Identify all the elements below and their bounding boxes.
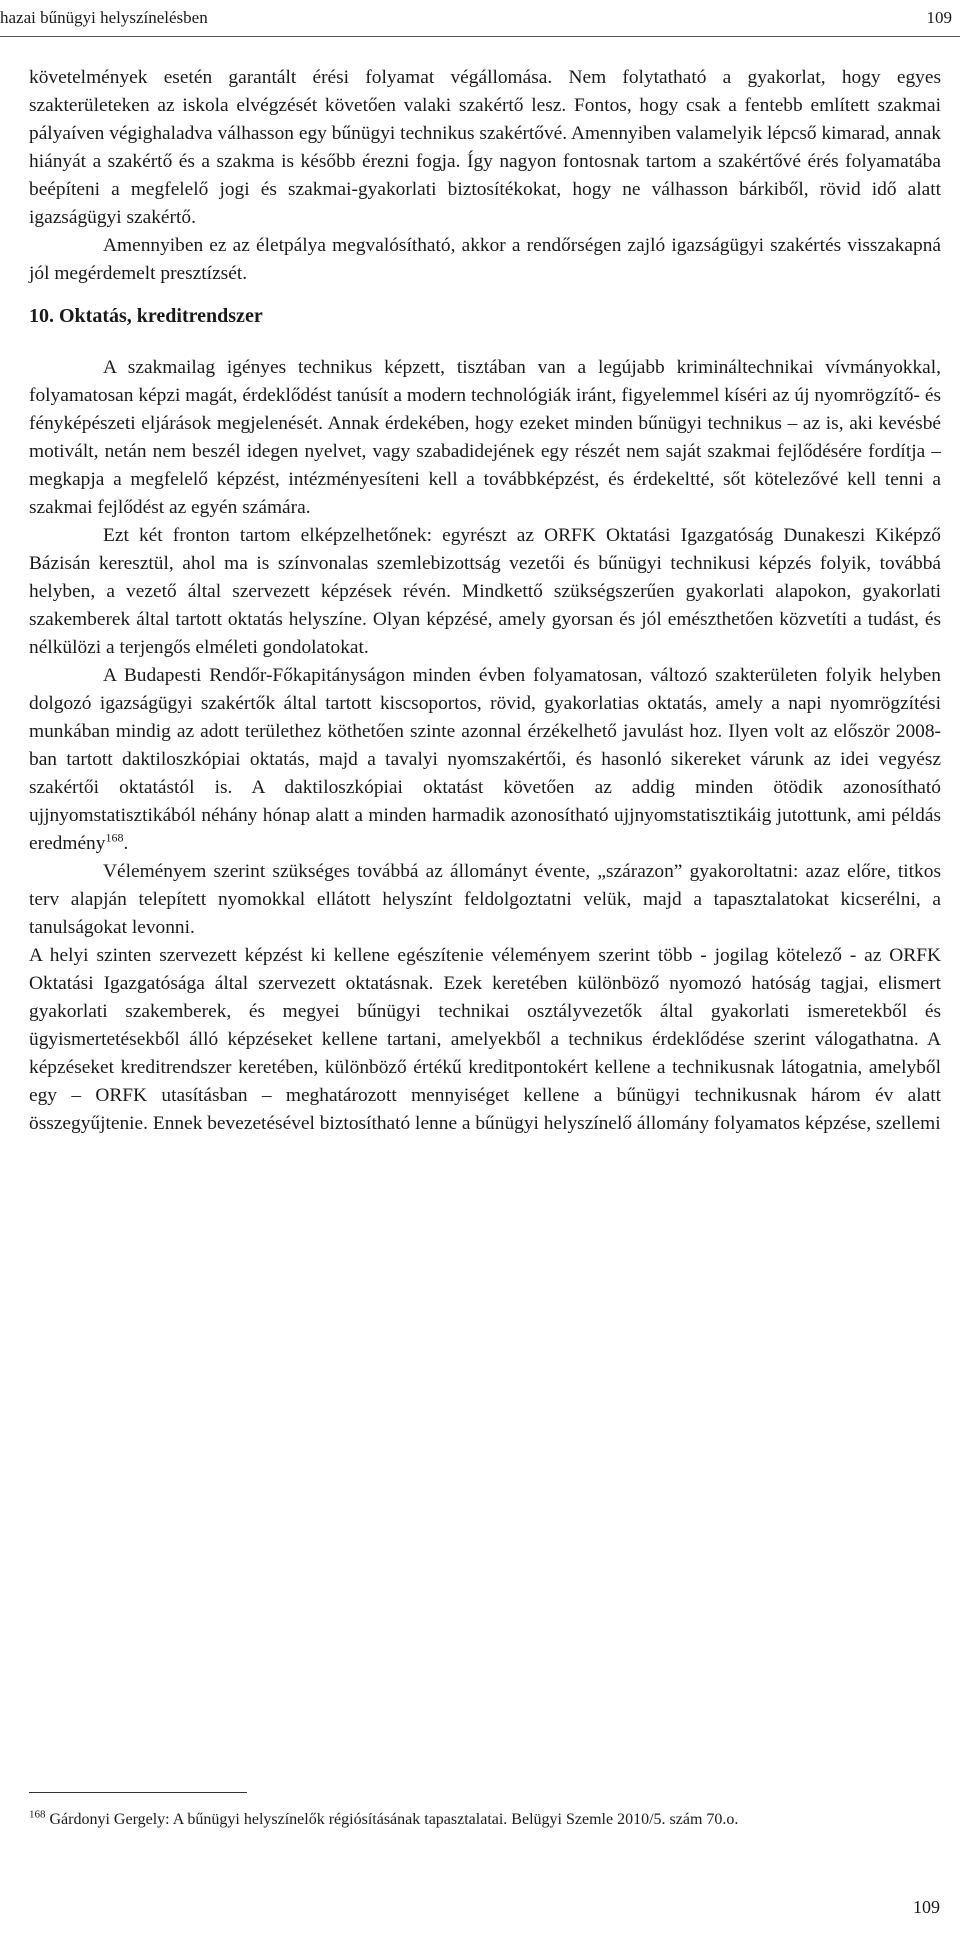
running-header: [0, 0, 960, 37]
running-header-title: hazai bűnügyi helyszínelésben: [0, 8, 208, 27]
paragraph-text: A Budapesti Rendőr-Főkapitányságon minden évben folyamatosan, változó szakterületen folyik helyben dolgozó igazságügyi szakértők által tartott kiscsoportos, rövid, gyakorlatias oktatás, amely a napi nyomrögzítési munkában mindig az adott területhez köthetően szinte azonnal érzékelhető javulást hoz. Ilyen volt az először 2008-ban tartott daktiloszkópiai oktatás, majd a tavalyi nyomszakértői, és hasonló sikereket várunk az idei vegyész szakértői oktatástól is. A daktiloszkópiai oktatást követően az addig minden ötödik azonosítható ujjnyomstatisztikából néhány hónap alatt a minden harmadik azonosítható ujjnyomstatisztikáig jutottunk, ami példás eredmény: [29, 665, 941, 854]
paragraph: Amennyiben ez az életpálya megvalósítható, akkor a rendőrségen zajló igazságügyi szakértés visszakapná jól megérdemelt presztízsét.: [29, 235, 941, 284]
paragraph: [29, 662, 941, 858]
footnote-number: 168: [29, 1808, 46, 1821]
footnote: [29, 1810, 941, 1830]
footnote-text: Gárdonyi Gergely: A bűnügyi helyszínelők régiósításának tapasztalatai. Belügyi Szemle 2010/5. szám 70.o.: [49, 1811, 739, 1828]
footnote-reference[interactable]: 168: [105, 830, 124, 845]
paragraph: követelmények esetén garantált érési folyamat végállomása. Nem folytatható a gyakorlat, hogy egyes szakterületeken az iskola elvégzését követően valaki szakértő lesz. Fontos, hogy csak a fentebb említett szakmai pályaíven végighaladva válhasson egy bűnügyi technikus szakértővé. Amennyiben valamelyik lépcső kimarad, annak hiányát a szakértő és a szakma is később érezni fogja. Így nagyon fontosnak tartom a szakértővé érés folyamatába beépíteni a megfelelő jogi és szakmai-gyakorlati biztosítékokat, hogy ne válhasson bárkiből, rövid idő alatt igazságügyi szakértő.: [29, 67, 941, 228]
paragraph: Ezt két fronton tartom elképzelhetőnek: egyrészt az ORFK Oktatási Igazgatóság Dunakeszi Kiképző Bázisán keresztül, ahol ma is színvonalas szemlebizottság vezetői és bűnügyi technikusi képzés folyik, továbbá helyben, a vezető által szervezett képzések révén. Mindkettő szükségszerűen gyakorlati alapokon, gyakorlati szakemberek által tartott oktatás helyszíne. Olyan képzésé, amely gyorsan és jól emészthetően közvetíti a tudást, és nélkülözi a terjengős elméleti gondolatokat.: [29, 525, 941, 658]
header-page-number: 109: [926, 8, 952, 27]
footnote-separator: [29, 1792, 247, 1793]
paragraph-end: .: [123, 833, 129, 854]
paragraph: Véleményem szerint szükséges továbbá az állományt évente, „szárazon” gyakoroltatni: azaz előre, titkos terv alapján telepített nyomokkal ellátott helyszínt feldolgoztatni velük, majd a tapasztalatokat kicserélni, a tanulságokat levonni.: [29, 861, 941, 938]
main-text: [29, 64, 941, 1138]
section-heading: 10. Oktatás, kreditrendszer: [29, 305, 263, 327]
paragraph: A szakmailag igényes technikus képzett, tisztában van a legújabb krimináltechnikai vívmányokkal, folyamatosan képzi magát, érdeklődést tanúsít a modern technológiák iránt, figyelemmel kíséri az új nyomrögzítő- és fényképészeti eljárások megjelenését. Annak érdekében, hogy ezeket minden bűnügyi technikus – az is, aki kevésbé motivált, netán nem beszél idegen nyelvet, vagy szabadidejének egy részét nem saját szakmai fejlődésére fordítja – megkapja a megfelelő képzést, intézményesíteni kell a továbbképzést, és érdekeltté, sőt kötelezővé kell tenni a szakmai fejlődést az egyén számára.: [29, 357, 941, 518]
paragraph: A helyi szinten szervezett képzést ki kellene egészítenie véleményem szerint több - jogilag kötelező - az ORFK Oktatási Igazgatósága által szervezett oktatásnak. Ezek keretében különböző nyomozó hatóság tagjai, elismert gyakorlati szakemberek, és megyei bűnügyi technikai osztályvezetők által gyakorlati ismeretekből és ügyismertetésekből álló képzéseket kellene tartani, amelyekből a technikus érdeklődése szerint válogathatna. A képzéseket kreditrendszer keretében, különböző értékű kreditpontokért kellene a technikusnak látogatnia, amelyből egy – ORFK utasításban – meghatározott mennyiséget kellene a bűnügyi technikusnak három év alatt összegyűjtenie. Ennek bevezetésével biztosítható lenne a bűnügyi helyszínelő állomány folyamatos képzése, szellemi: [29, 945, 941, 1134]
footer-page-number: 109: [913, 1897, 940, 1917]
